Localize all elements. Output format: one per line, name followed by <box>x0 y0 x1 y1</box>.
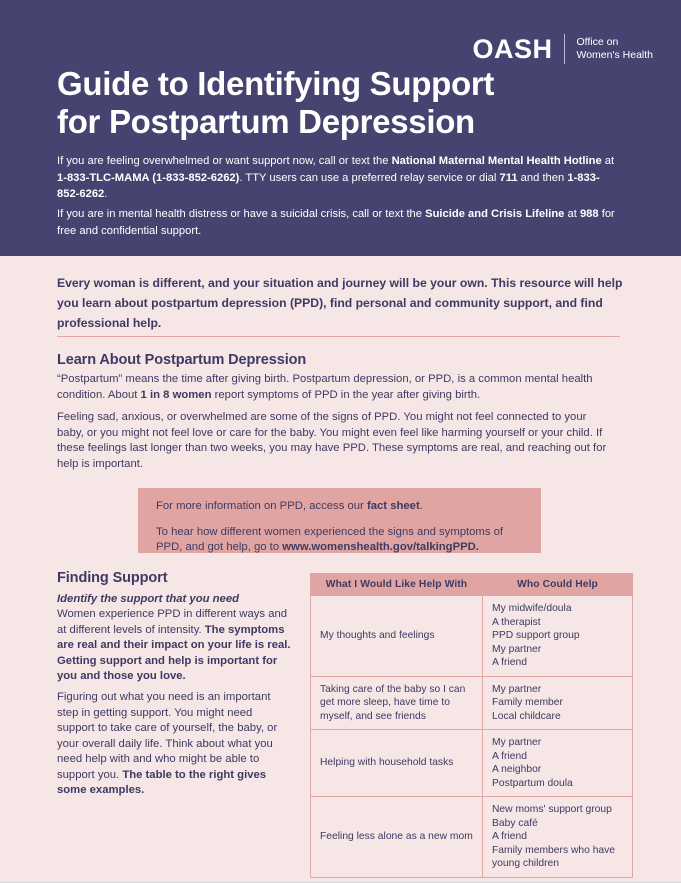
table-row <box>311 730 633 797</box>
hotline-text-post: . <box>104 188 108 200</box>
fs-p1-emphasis: The symptoms are real and their impact on your life is real. Getting support and help is important for you and those you love. <box>57 623 291 682</box>
support-examples-table <box>310 573 633 878</box>
oash-logo-subtitle-line2: Women's Health <box>576 49 653 61</box>
hotline-number-alt: 1-833-852-6262 <box>57 171 600 200</box>
page-title <box>57 65 617 141</box>
finding-support-heading: Finding Support <box>57 570 168 586</box>
who-could-help-list <box>492 736 623 790</box>
who-could-help-item: Family members who have young children <box>492 844 616 869</box>
crisis-text-mid: at <box>564 208 580 220</box>
callout-line1-post: . <box>419 500 423 512</box>
talking-ppd-url[interactable]: www.womenshealth.gov/talkingPPD. <box>282 541 479 553</box>
crisis-paragraph <box>57 206 615 239</box>
learn-p1-statistic: 1 in 8 women <box>140 388 212 401</box>
who-could-help-item: New moms' support group <box>492 804 612 815</box>
oash-logo-subtitle-line1: Office on <box>576 36 619 48</box>
fs-p1-pre: Women experience PPD in different ways and at different levels of intensity. <box>57 608 288 636</box>
who-could-help-list <box>492 602 623 670</box>
page-header <box>0 0 681 256</box>
resources-callout-box <box>138 488 541 553</box>
table-cell-need: Feeling less alone as a new mom <box>311 797 483 878</box>
who-could-help-item: My midwife/doula <box>492 603 572 614</box>
who-could-help-list <box>492 683 623 724</box>
page-title-line1: Guide to Identifying Support <box>57 65 495 102</box>
who-could-help-item: My partner <box>492 737 542 748</box>
who-could-help-item: A friend <box>492 657 527 668</box>
crisis-lifeline-name: Suicide and Crisis Lifeline <box>425 208 565 220</box>
crisis-lifeline-number: 988 <box>579 208 599 220</box>
crisis-text-pre: If you are in mental health distress or have a suicidal crisis, call or text the <box>57 208 426 220</box>
table-cell-need: Taking care of the baby so I can get more sleep, have time to myself, and see friends <box>311 676 483 730</box>
crisis-text-post: for free and confidential support. <box>57 208 615 237</box>
table-cell-need: My thoughts and feelings <box>311 596 483 677</box>
who-could-help-item: My partner <box>492 683 542 695</box>
table-cell-who <box>483 797 633 878</box>
finding-support-paragraph-2 <box>57 690 291 799</box>
callout-line2-pre: To hear how different women experienced the signs and symptoms of PPD, and got help, go to <box>156 525 504 553</box>
fs-p2-emphasis: The table to the right gives some examples. <box>57 768 267 796</box>
learn-p1-post: report symptoms of PPD in the year after giving birth. <box>211 388 481 401</box>
who-could-help-item: PPD support group <box>492 630 580 641</box>
who-could-help-item: Local childcare <box>492 710 561 722</box>
who-could-help-item: A neighbor <box>492 764 542 775</box>
hotline-name: National Maternal Mental Health Hotline <box>391 155 602 167</box>
hotline-paragraph <box>57 153 615 203</box>
who-could-help-item: A friend <box>492 831 527 842</box>
table-cell-who <box>483 676 633 730</box>
hotline-text-pre: If you are feeling overwhelmed or want support now, call or text the <box>57 155 392 167</box>
table-row <box>311 676 633 730</box>
who-could-help-item: Postpartum doula <box>492 777 573 789</box>
logo-divider <box>564 34 565 64</box>
hotline-text-mid2: . TTY users can use a preferred relay service or dial <box>239 171 500 184</box>
learn-paragraph-2: Feeling sad, anxious, or overwhelmed are some of the signs of PPD. You might not feel connected to your baby, or you might not feel love or care for the baby. You might even feel like harming yourself or your child. If these feelings last longer than two weeks, you may have PPD. These symptoms are real, and reaching out for help is important. <box>57 411 607 470</box>
oash-logo <box>472 32 653 66</box>
table-cell-who <box>483 730 633 797</box>
table-cell-who <box>483 596 633 677</box>
table-header-row <box>311 574 633 596</box>
who-could-help-item: A friend <box>492 750 527 762</box>
intro-paragraph: Every woman is different, and your situation and journey will be your own. This resource will help you learn about postpartum depression (PPD), find personal and community support, and find professional help. <box>57 276 623 330</box>
page-title-line2: for Postpartum Depression <box>57 103 475 140</box>
callout-line-1 <box>156 499 523 515</box>
table-row <box>311 596 633 677</box>
who-could-help-item: My partner <box>492 643 542 655</box>
hotline-number: 1-833-TLC-MAMA (1-833-852-6262) <box>57 171 240 184</box>
finding-support-paragraph-1 <box>57 607 291 685</box>
tty-dial-number: 711 <box>499 171 518 184</box>
oash-logo-subtitle <box>576 36 653 62</box>
learn-p1-pre: “Postpartum” means the time after giving birth. Postpartum depression, or PPD, is a common mental health condition. About <box>57 373 593 401</box>
callout-line1-pre: For more information on PPD, access our <box>156 500 367 512</box>
learn-paragraph-1 <box>57 372 613 403</box>
who-could-help-item: A therapist <box>492 616 541 628</box>
who-could-help-item: Baby café <box>492 817 538 829</box>
hotline-text-mid3: and then <box>517 171 568 184</box>
hotline-text-mid1: at <box>601 155 615 167</box>
who-could-help-list <box>492 803 623 871</box>
fact-sheet-link[interactable]: fact sheet <box>366 500 420 512</box>
table-col-header-who: Who Could Help <box>483 574 633 596</box>
finding-support-subheading: Identify the support that you need <box>57 593 240 605</box>
who-could-help-item: Family member <box>492 697 563 708</box>
table-col-header-need: What I Would Like Help With <box>311 574 483 596</box>
oash-wordmark: OASH <box>472 33 553 64</box>
table-cell-need: Helping with household tasks <box>311 730 483 797</box>
fs-p2-pre: Figuring out what you need is an important step in getting support. You might need support to take care of yourself, the baby, or your overall daily life. Think about what you need help with and who might be able to support you. <box>57 691 278 781</box>
callout-line-2 <box>156 525 523 556</box>
table-row <box>311 797 633 878</box>
learn-section-heading: Learn About Postpartum Depression <box>57 352 307 368</box>
section-divider <box>57 336 620 337</box>
